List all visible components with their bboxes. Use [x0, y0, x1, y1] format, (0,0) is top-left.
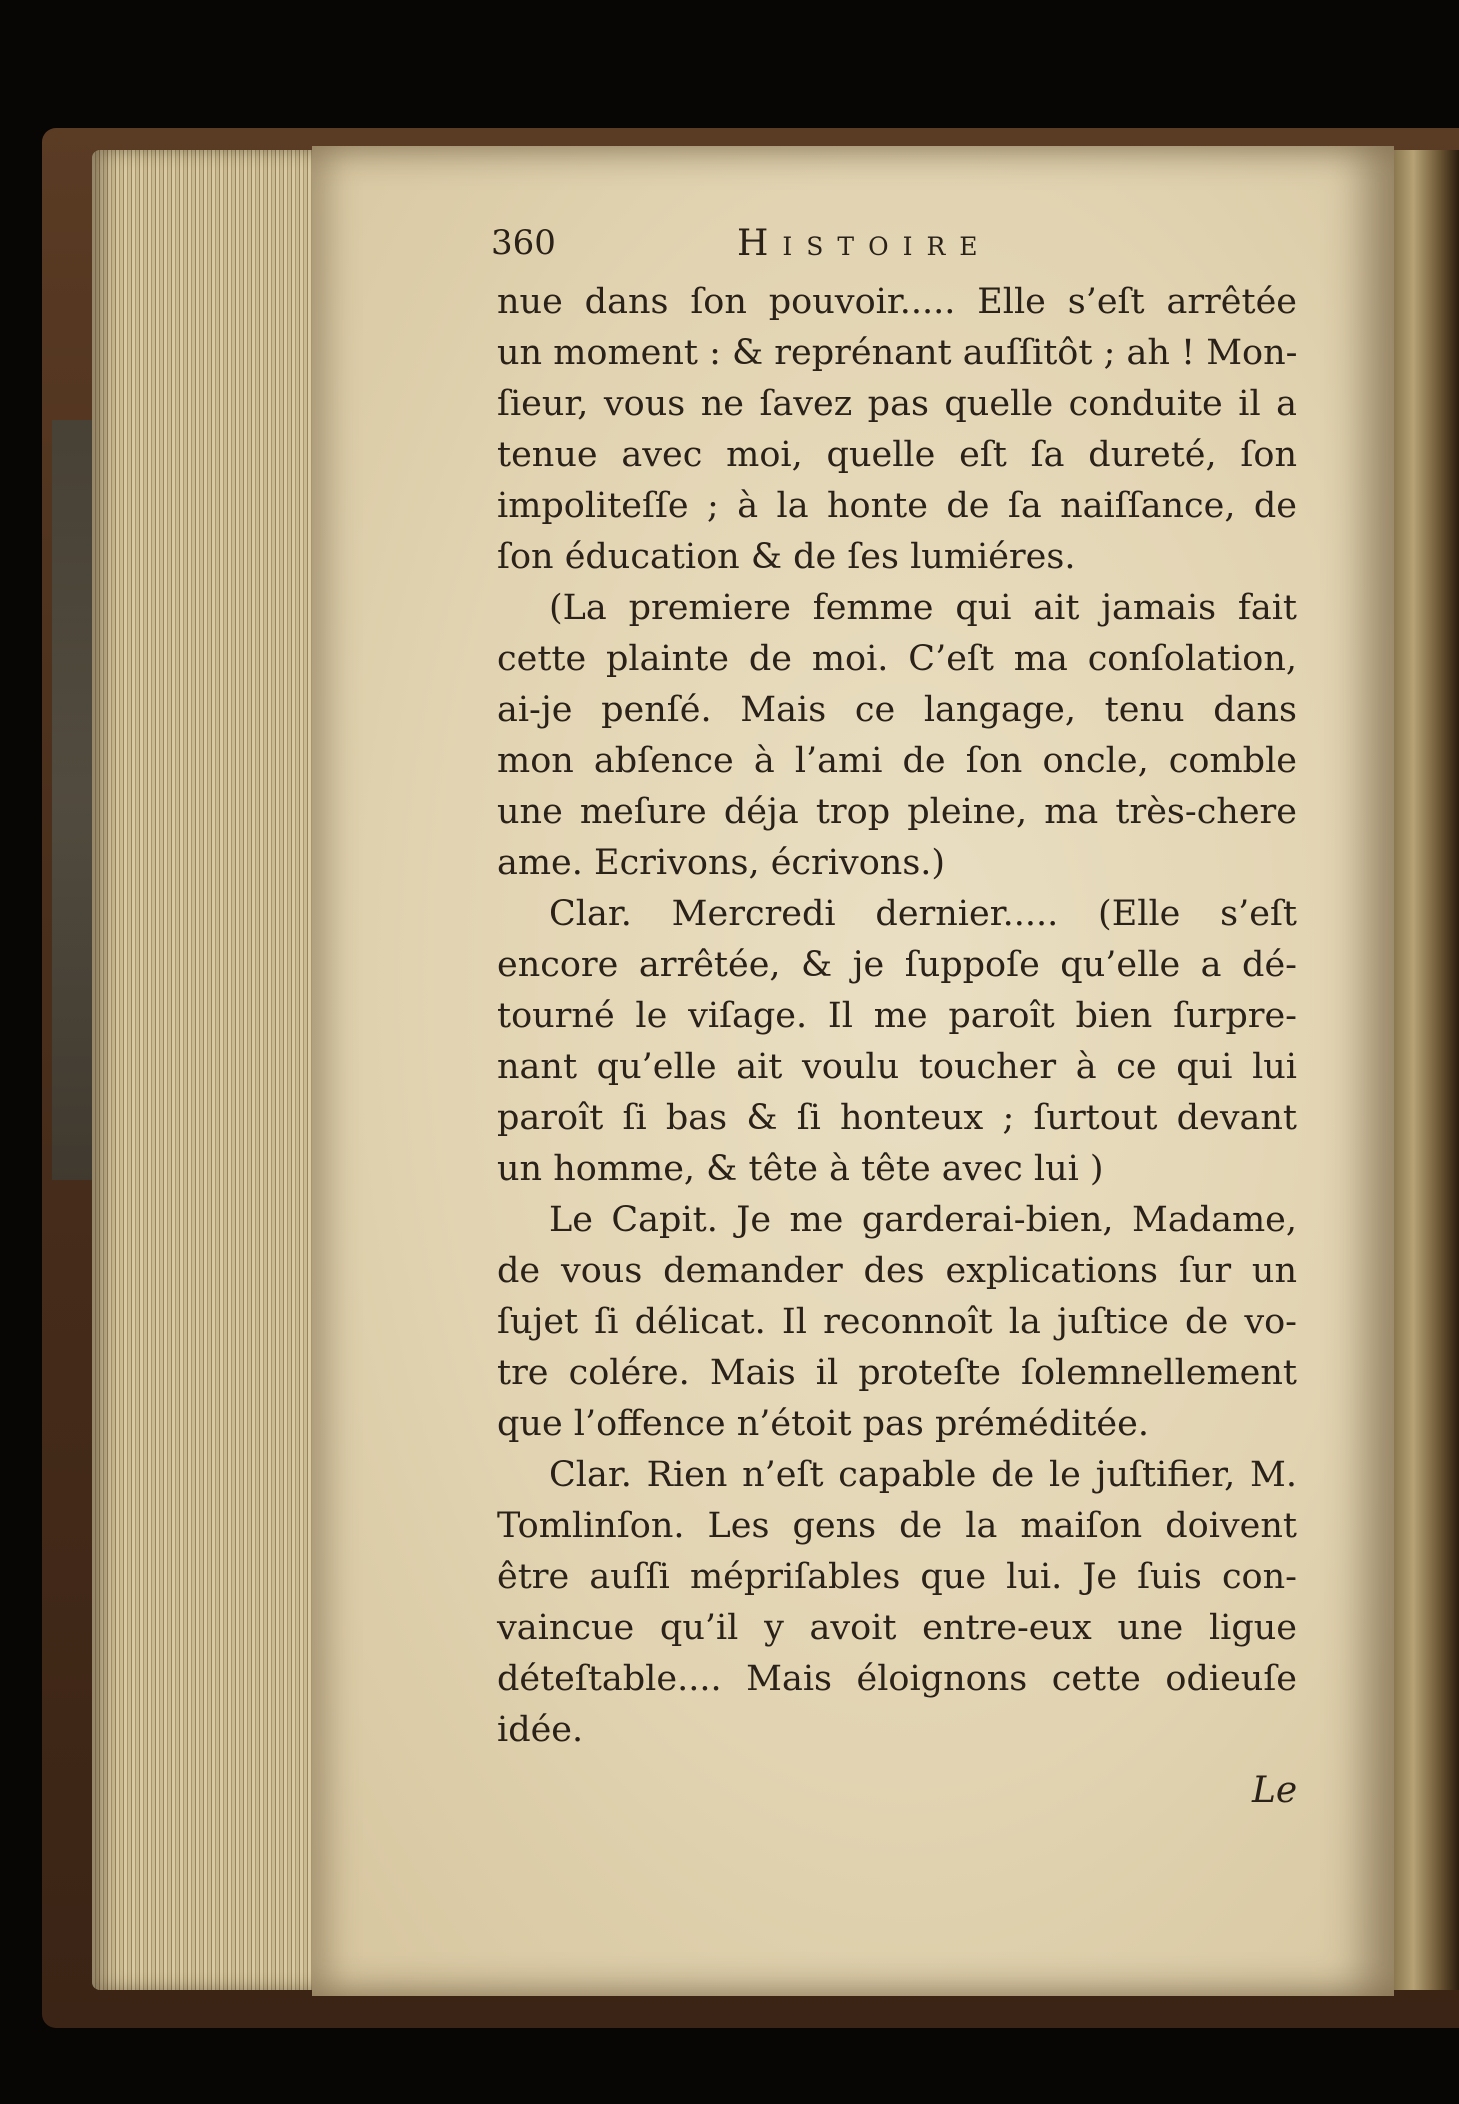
text-line: un moment : & reprénant auſſitôt ; ah ! Mon-: [497, 333, 1298, 373]
text-line: cette plainte de moi. C’eſt ma conſolation,: [497, 639, 1297, 679]
text-line: Clar. Rien n’eſt capable de le juſtifier, M.: [549, 1455, 1297, 1495]
text-line: ai-je penſé. Mais ce langage, tenu dans: [497, 690, 1297, 730]
text-line: un homme, & tête à tête avec lui ): [497, 1149, 1104, 1189]
text-line: idée.: [497, 1710, 584, 1750]
body-text: [497, 277, 1297, 1756]
text-line: que l’offence n’étoit pas préméditée.: [497, 1404, 1149, 1444]
text-line: tenue avec moi, quelle eſt ſa dureté, ſon: [497, 435, 1297, 475]
page-gutter: [1394, 150, 1459, 1990]
text-line: déteſtable.... Mais éloignons cette odieuſe: [497, 1659, 1297, 1699]
text-line: être auſſi mépriſables que lui. Je ſuis con-: [497, 1557, 1297, 1597]
text-line: vaincue qu’il y avoit entre-eux une ligue: [497, 1608, 1297, 1648]
running-head: Histoire: [737, 223, 992, 264]
text-line: mon abſence à l’ami de ſon oncle, comble: [497, 741, 1297, 781]
cover-wear-patch: [52, 420, 92, 1180]
catchword: Le: [1252, 1770, 1298, 1811]
text-line: paroît ſi bas & ſi honteux ; ſurtout devant: [497, 1098, 1297, 1138]
text-line: tourné le viſage. Il me paroît bien ſurpre-: [497, 996, 1297, 1036]
text-line: une meſure déja trop pleine, ma très-chere: [497, 792, 1297, 832]
page-edges: [92, 150, 322, 1990]
text-line: ame. Ecrivons, écrivons.): [497, 843, 946, 883]
text-line: ſujet ſi délicat. Il reconnoît la juſtice de vo-: [497, 1302, 1297, 1342]
text-line: impoliteſſe ; à la honte de ſa naiſſance, de: [497, 486, 1297, 526]
text-line: de vous demander des explications ſur un: [497, 1251, 1297, 1291]
text-line: ſieur, vous ne ſavez pas quelle conduite il a: [497, 384, 1297, 424]
text-line: Clar. Mercredi dernier..... (Elle s’eſt: [549, 894, 1297, 934]
text-line: Tomlinſon. Les gens de la maiſon doivent: [497, 1506, 1297, 1546]
text-line: (La premiere femme qui ait jamais fait: [549, 588, 1297, 628]
text-line: encore arrêtée, & je ſuppoſe qu’elle a dé-: [497, 945, 1297, 985]
text-line: Le Capit. Je me garderai-bien, Madame,: [549, 1200, 1297, 1240]
page-number: 360: [491, 223, 556, 263]
text-line: tre colére. Mais il proteſte ſolemnellement: [497, 1353, 1297, 1393]
text-line: nant qu’elle ait voulu toucher à ce qui lui: [497, 1047, 1297, 1087]
text-line: ſon éducation & de ſes lumiéres.: [497, 537, 1076, 577]
text-line: nue dans ſon pouvoir..... Elle s’eſt arrêtée: [497, 282, 1297, 322]
page-text-block: [491, 215, 1298, 1756]
page-header: [491, 215, 1297, 275]
